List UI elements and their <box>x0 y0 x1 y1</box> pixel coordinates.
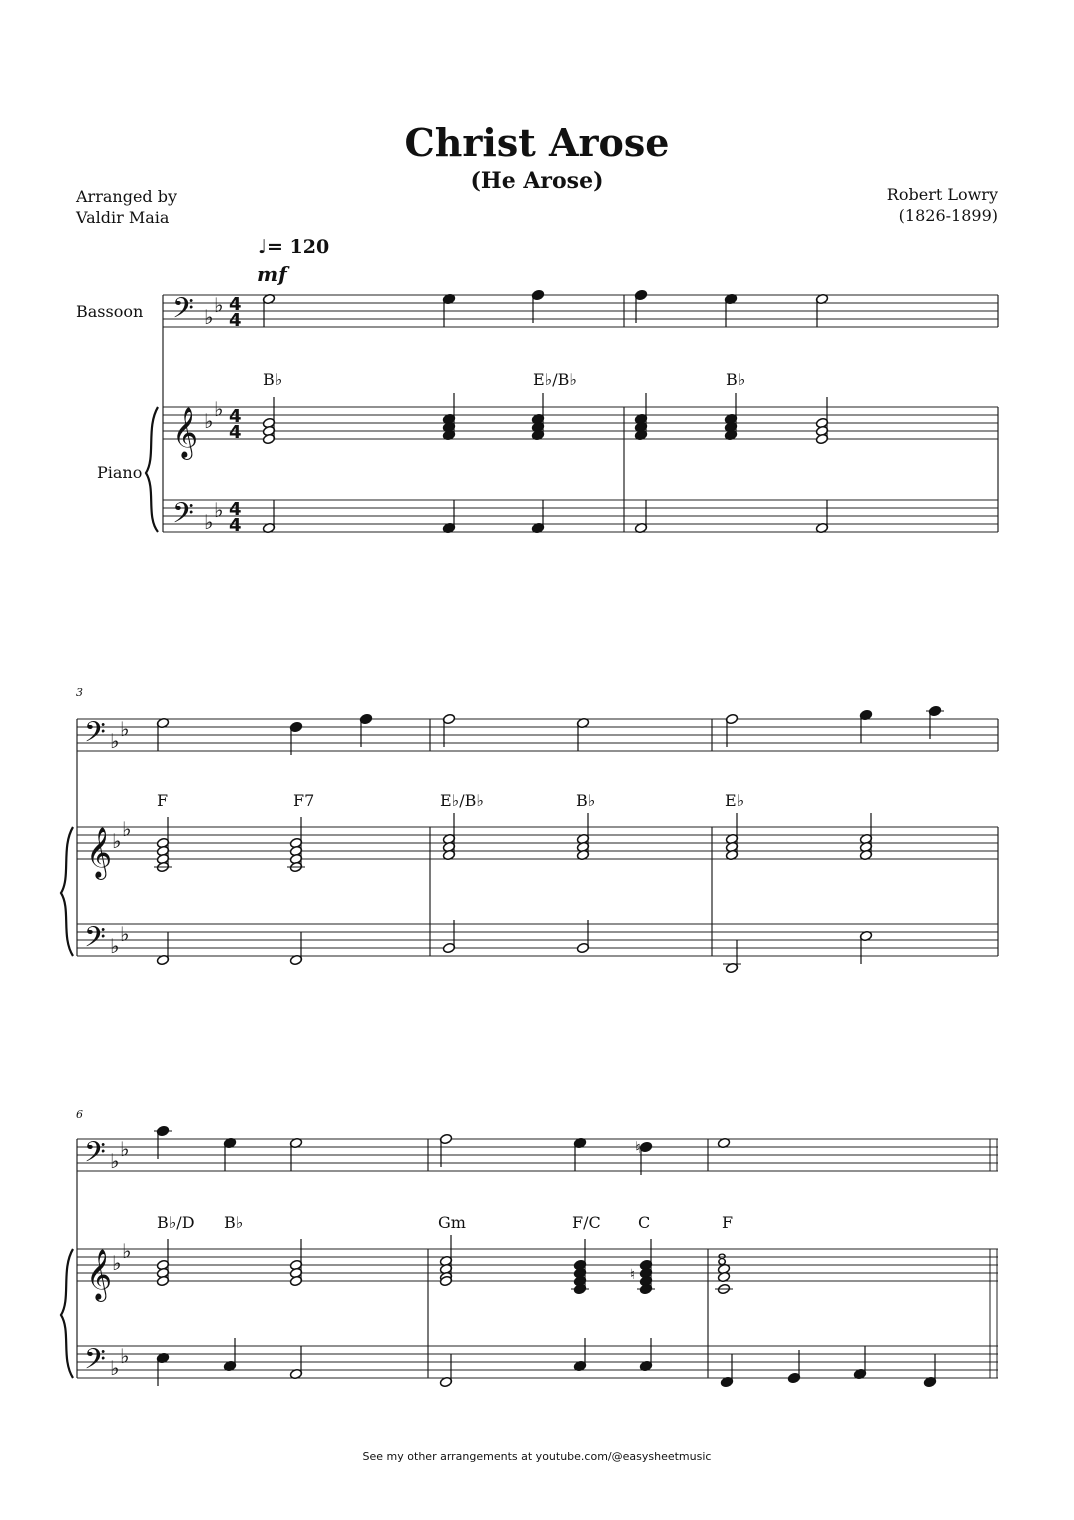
arranger-label: Arranged by <box>76 187 178 206</box>
bass-clef-icon: 𝄢 <box>172 292 194 332</box>
brace-icon <box>61 1249 73 1378</box>
instrument-label-piano: Piano <box>97 463 143 482</box>
dynamic-marking: mf <box>257 262 287 286</box>
flat-icon: ♭ <box>214 498 224 522</box>
flat-icon: ♭ <box>112 829 122 853</box>
chord-symbol: E♭/B♭ <box>533 370 577 389</box>
flat-icon: ♭ <box>120 1344 130 1368</box>
bass-clef-icon: 𝄢 <box>84 716 106 756</box>
chord-symbol: B♭ <box>726 370 746 389</box>
flat-icon: ♭ <box>122 1239 132 1263</box>
flat-icon: ♭ <box>214 397 224 421</box>
score-subtitle: (He Arose) <box>470 168 604 194</box>
flat-icon: ♭ <box>214 293 224 317</box>
bass-clef-icon: 𝄢 <box>84 1136 106 1176</box>
natural-icon: ♮ <box>630 1267 636 1283</box>
flat-icon: ♭ <box>112 1251 122 1275</box>
instrument-label-bassoon: Bassoon <box>76 302 144 321</box>
flat-icon: ♭ <box>120 922 130 946</box>
time-signature: 4 <box>229 515 242 536</box>
quarter-note-icon: ♩ <box>258 236 267 258</box>
time-signature: 4 <box>229 499 242 520</box>
chord-symbol: B♭ <box>224 1213 244 1232</box>
measure-number: 6 <box>76 1108 83 1121</box>
treble-clef-icon: 𝄞 <box>86 1249 113 1300</box>
tempo-value: = 120 <box>266 236 330 258</box>
flat-icon: ♭ <box>122 817 132 841</box>
chord-symbol: E♭/B♭ <box>440 791 484 810</box>
arranger-name: Valdir Maia <box>76 208 170 227</box>
score-title: Christ Arose <box>404 120 670 165</box>
bass-clef-icon: 𝄢 <box>84 921 106 961</box>
chord-symbol: B♭ <box>263 370 283 389</box>
chord-symbol: Gm <box>438 1213 466 1232</box>
treble-clef-icon: 𝄞 <box>86 827 113 878</box>
flat-icon: ♭ <box>110 729 120 753</box>
time-signature: 4 <box>229 310 242 331</box>
flat-icon: ♭ <box>110 1149 120 1173</box>
brace-icon <box>61 827 73 956</box>
time-signature: 4 <box>229 422 242 443</box>
composer-dates: (1826-1899) <box>898 206 998 225</box>
chord-symbol: F <box>722 1213 734 1232</box>
chord-symbol: F7 <box>293 791 315 810</box>
flat-icon: ♭ <box>110 934 120 958</box>
flat-icon: ♭ <box>110 1356 120 1380</box>
chord-symbol: B♭/D <box>157 1213 195 1232</box>
flat-icon: ♭ <box>120 717 130 741</box>
flat-icon: ♭ <box>204 305 214 329</box>
footer-note: See my other arrangements at youtube.com/@easysheetmusic <box>362 1450 712 1463</box>
measure-number: 3 <box>76 686 83 699</box>
chord-symbol: E♭ <box>725 791 745 810</box>
flat-icon: ♭ <box>120 1137 130 1161</box>
chord-symbol: C <box>638 1213 651 1232</box>
composer-name: Robert Lowry <box>886 185 998 204</box>
chord-numeral: 8 <box>717 1250 728 1269</box>
natural-icon: ♮ <box>635 1138 641 1157</box>
treble-clef-icon: 𝄞 <box>172 407 199 458</box>
time-signature: 4 <box>229 294 242 315</box>
chord-symbol: F <box>157 791 169 810</box>
chord-symbol: B♭ <box>576 791 596 810</box>
flat-icon: ♭ <box>204 510 214 534</box>
chord-symbol: F/C <box>572 1213 601 1232</box>
brace-icon <box>146 407 158 532</box>
time-signature: 4 <box>229 406 242 427</box>
bass-clef-icon: 𝄢 <box>172 497 194 537</box>
flat-icon: ♭ <box>204 409 214 433</box>
bass-clef-icon: 𝄢 <box>84 1343 106 1383</box>
